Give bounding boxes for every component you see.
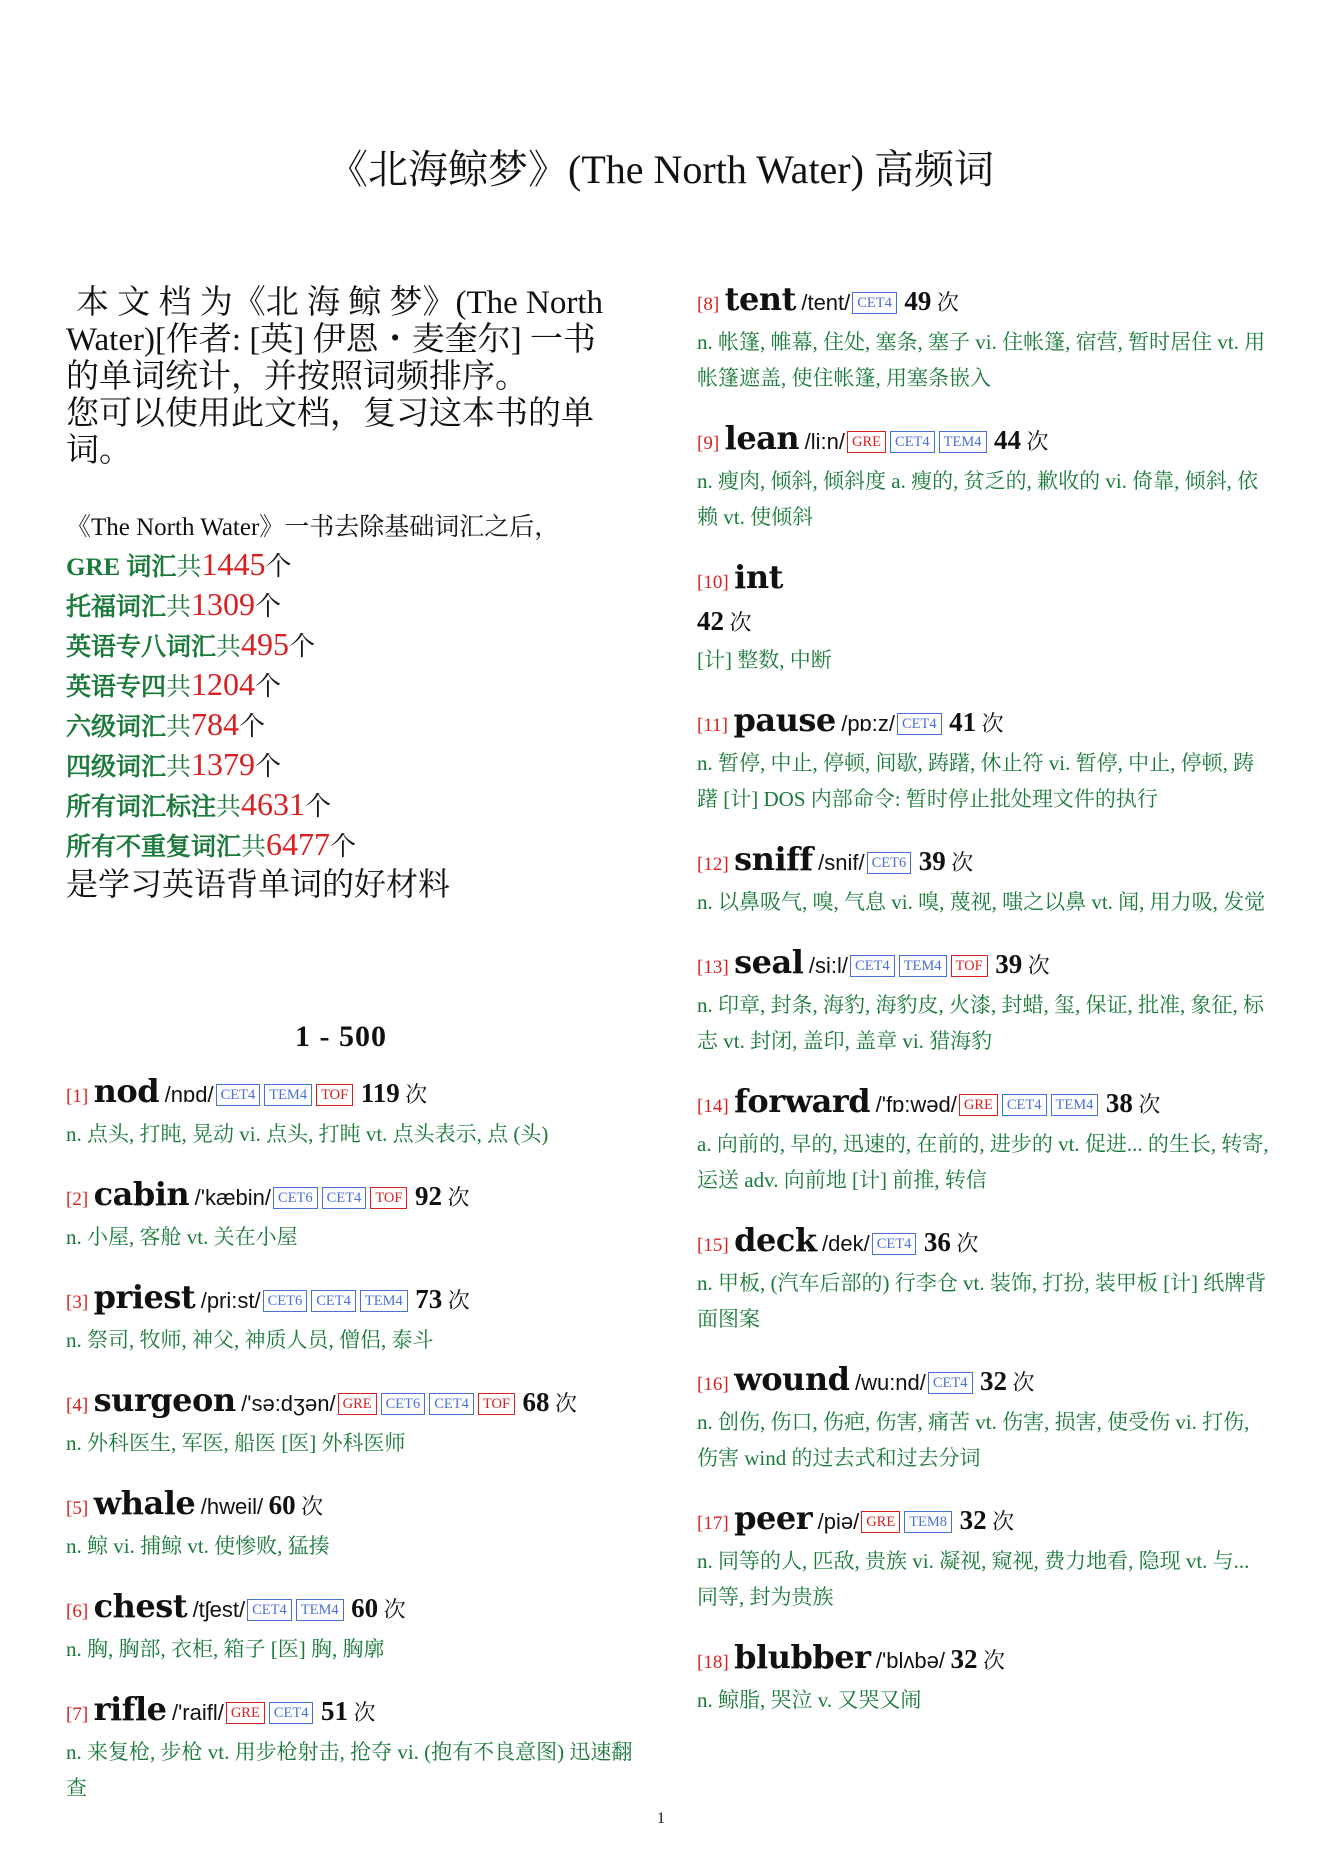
frequency-count: 39 (995, 949, 1023, 979)
entry-word: int (734, 558, 783, 596)
stat-row (66, 826, 636, 866)
frequency-count: 32 (959, 1505, 987, 1535)
entry-phonetic: /li:n/ (804, 429, 846, 454)
word-entry (66, 1175, 636, 1255)
stat-gong: 共 (166, 594, 192, 621)
exam-tag: CET4 (850, 955, 895, 977)
stat-label: GRE 词汇 (66, 554, 177, 581)
page-number: 1 (657, 1810, 665, 1827)
stat-unit: 个 (265, 552, 292, 581)
stat-unit: 个 (255, 752, 282, 781)
entry-rank: [9] (697, 433, 720, 454)
stat-gong: 共 (216, 794, 242, 821)
exam-tag: GRE (338, 1393, 377, 1415)
frequency-count: 32 (980, 1366, 1008, 1396)
exam-tag: GRE (847, 431, 886, 453)
stat-label: 四级词汇 (66, 754, 167, 781)
stat-label: 英语专四 (66, 674, 167, 701)
exam-tag: CET4 (322, 1187, 367, 1209)
entry-phonetic: /'raifl/ (171, 1700, 224, 1725)
entry-head (697, 558, 1272, 602)
word-entry (697, 1082, 1272, 1198)
stat-unit: 个 (289, 632, 316, 661)
frequency-unit: 次 (1138, 1092, 1161, 1117)
entry-word: deck (734, 1221, 817, 1259)
entry-word: forward (734, 1082, 871, 1120)
entry-frequency (950, 1644, 1005, 1674)
entry-phonetic: /'fɒ:wəd/ (875, 1092, 957, 1117)
stat-unit: 个 (305, 792, 332, 821)
stats-intro: 《The North Water》一书去除基础词汇之后， (66, 514, 560, 541)
word-entry (697, 558, 1272, 678)
entry-rank: [6] (66, 1601, 89, 1622)
frequency-count: 36 (923, 1227, 951, 1257)
entry-head (697, 1499, 1272, 1543)
entry-word: priest (93, 1278, 196, 1316)
entry-word: seal (734, 943, 804, 981)
stat-count: 1379 (191, 746, 256, 782)
stat-row (66, 586, 636, 626)
stat-count: 495 (241, 626, 290, 662)
word-entry (697, 1360, 1272, 1476)
entry-rank: [15] (697, 1235, 729, 1256)
stat-row (66, 746, 636, 786)
word-entry (66, 1587, 636, 1667)
entry-head (66, 1072, 636, 1116)
stat-unit: 个 (239, 712, 266, 741)
frequency-count: 60 (268, 1490, 296, 1520)
entry-frequency (1105, 1088, 1161, 1118)
stat-label: 所有词汇标注 (66, 794, 217, 821)
entry-rank: [8] (697, 294, 720, 315)
entry-rank: [3] (66, 1292, 89, 1313)
stats-closing: 是学习英语背单词的好材料 (66, 866, 451, 902)
stat-count: 4631 (241, 786, 306, 822)
frequency-count: 39 (918, 846, 946, 876)
entry-definition: n. 创伤, 伤口, 伤疤, 伤害, 痛苦 vt. 伤害, 损害, 使受伤 vi. 打伤, 伤害 wind 的过去式和过去分词 (697, 1410, 1250, 1470)
exam-tag: CET4 (247, 1599, 292, 1621)
frequency-count: 38 (1105, 1088, 1133, 1118)
entry-frequency (268, 1490, 324, 1520)
exam-tag: TEM4 (296, 1599, 344, 1621)
entry-head (66, 1278, 636, 1322)
exam-tag: TOF (951, 955, 988, 977)
frequency-unit: 次 (405, 1082, 428, 1107)
entry-head (697, 1221, 1272, 1265)
entry-frequency (995, 949, 1050, 979)
frequency-count: 60 (351, 1593, 379, 1623)
entry-head (697, 943, 1272, 987)
entry-definition: n. 帐篷, 帷幕, 住处, 塞条, 塞子 vi. 住帐篷, 宿营, 暂时居住 vt. 用帐篷遮盖, 使住帐篷, 用塞条嵌入 (697, 330, 1266, 390)
word-entry (697, 419, 1272, 535)
stat-row (66, 666, 636, 706)
exam-tag: CET4 (890, 431, 935, 453)
stat-label: 六级词汇 (66, 714, 167, 741)
frequency-unit: 次 (936, 290, 959, 315)
entry-phonetic: /piə/ (817, 1509, 860, 1534)
word-entry (697, 1221, 1272, 1337)
entry-word: tent (724, 280, 796, 318)
entry-definition: n. 印章, 封条, 海豹, 海豹皮, 火漆, 封蜡, 玺, 保证, 批准, 象征, 标志 vt. 封闭, 盖印, 盖章 vi. 猎海豹 (697, 993, 1264, 1053)
entry-rank: [2] (66, 1189, 89, 1210)
exam-tag: CET4 (897, 713, 942, 735)
entry-head (697, 840, 1272, 884)
word-entry (697, 1499, 1272, 1615)
entry-head (697, 1360, 1272, 1404)
intro-line: 您可以使用此文档，复习这本书的单 (66, 396, 594, 432)
entry-head (66, 1484, 636, 1528)
frequency-count: 32 (950, 1644, 978, 1674)
range-heading: 1 - 500 (295, 1020, 387, 1053)
word-list-right (697, 280, 1272, 1741)
entry-phonetic: /'sə:dʒən/ (241, 1391, 336, 1416)
entry-frequency (415, 1284, 470, 1314)
entry-frequency (918, 846, 974, 876)
entry-definition: n. 外科医生, 军医, 船医 [医] 外科医师 (66, 1431, 406, 1455)
entry-word: surgeon (93, 1381, 236, 1419)
entry-head (66, 1381, 636, 1425)
frequency-unit: 次 (981, 711, 1004, 736)
exam-tag: TOF (370, 1187, 407, 1209)
exam-tag: GRE (226, 1702, 265, 1724)
exam-tag: TEM4 (360, 1290, 408, 1312)
stat-row (66, 786, 636, 826)
frequency-count: 73 (415, 1284, 443, 1314)
entry-phonetic: /hweil/ (200, 1494, 264, 1519)
stat-count: 1309 (191, 586, 256, 622)
entry-frequency (697, 606, 752, 636)
entry-word: blubber (734, 1638, 871, 1676)
frequency-unit: 次 (951, 850, 974, 875)
exam-tag: GRE (861, 1511, 900, 1533)
entry-phonetic: /pri:st/ (200, 1288, 261, 1313)
entry-rank: [7] (66, 1704, 89, 1725)
entry-definition: a. 向前的, 早的, 迅速的, 在前的, 进步的 vt. 促进... 的生长, 转寄, 运送 adv. 向前地 [计] 前推, 转信 (697, 1132, 1269, 1192)
intro-paragraph (66, 285, 636, 470)
entry-definition: n. 暂停, 中止, 停顿, 间歇, 踌躇, 休止符 vi. 暂停, 中止, 停顿, 踌躇 [计] DOS 内部命令: 暂时停止批处理文件的执行 (697, 751, 1255, 811)
frequency-unit: 次 (301, 1494, 324, 1519)
exam-tag: CET6 (381, 1393, 426, 1415)
exam-tag: TOF (478, 1393, 515, 1415)
frequency-unit: 次 (1012, 1370, 1035, 1395)
entry-word: sniff (734, 840, 813, 878)
stat-gong: 共 (166, 754, 192, 781)
stat-gong: 共 (166, 714, 192, 741)
stat-gong: 共 (216, 634, 242, 661)
entry-head (697, 419, 1272, 463)
entry-rank: [1] (66, 1086, 89, 1107)
entry-definition: n. 点头, 打盹, 晃动 vi. 点头, 打盹 vt. 点头表示, 点 (头) (66, 1122, 549, 1146)
entry-frequency (980, 1366, 1035, 1396)
word-entry (697, 943, 1272, 1059)
stat-count: 1204 (191, 666, 256, 702)
entry-definition: n. 祭司, 牧师, 神父, 神质人员, 僧侣, 泰斗 (66, 1328, 434, 1352)
intro-line: 本 文 档 为《北 海 鲸 梦》(The North (76, 285, 604, 321)
frequency-count: 119 (360, 1078, 400, 1108)
exam-tag: CET4 (1002, 1094, 1047, 1116)
frequency-unit: 次 (555, 1391, 578, 1416)
frequency-unit: 次 (383, 1597, 406, 1622)
frequency-unit: 次 (447, 1185, 470, 1210)
entry-rank: [4] (66, 1395, 89, 1416)
entry-definition: n. 胸, 胸部, 衣柜, 箱子 [医] 胸, 胸廓 (66, 1637, 385, 1661)
frequency-unit: 次 (353, 1700, 376, 1725)
stat-gong: 共 (241, 834, 267, 861)
word-entry (66, 1072, 636, 1152)
exam-tag: GRE (959, 1094, 998, 1116)
entry-phonetic: /dek/ (822, 1231, 870, 1256)
intro-line: 词。 (66, 433, 132, 469)
word-entry (66, 1278, 636, 1358)
entry-definition: n. 甲板, (汽车后部的) 行李仓 vt. 装饰, 打扮, 装甲板 [计] 纸牌背面图案 (697, 1271, 1267, 1331)
entry-word: lean (724, 419, 800, 457)
stat-row (66, 546, 636, 586)
frequency-unit: 次 (982, 1648, 1005, 1673)
entry-head (697, 1638, 1272, 1682)
word-entry (66, 1381, 636, 1461)
stat-label: 所有不重复词汇 (66, 834, 242, 861)
entry-phonetic: /'kæbin/ (194, 1185, 272, 1210)
entry-frequency (414, 1181, 470, 1211)
entry-frequency (320, 1696, 376, 1726)
entry-frequency (360, 1078, 428, 1108)
entry-frequency (959, 1505, 1015, 1535)
entry-word: peer (734, 1499, 813, 1537)
frequency-count: 92 (414, 1181, 442, 1211)
entry-phonetic: /tʃest/ (192, 1597, 246, 1622)
entry-phonetic: /si:l/ (808, 953, 849, 978)
stat-count: 1445 (201, 546, 266, 582)
exam-tag: TEM4 (264, 1084, 312, 1106)
entry-rank: [17] (697, 1513, 729, 1534)
entry-head (66, 1175, 636, 1219)
entry-frequency (351, 1593, 406, 1623)
entry-definition: n. 同等的人, 匹敌, 贵族 vi. 凝视, 窥视, 费力地看, 隐现 vt. 与... 同等, 封为贵族 (697, 1549, 1250, 1609)
frequency-unit: 次 (992, 1509, 1015, 1534)
exam-tag: CET4 (311, 1290, 356, 1312)
entry-rank: [13] (697, 957, 729, 978)
entry-phonetic: /nɒd/ (164, 1082, 214, 1107)
exam-tag: CET4 (429, 1393, 474, 1415)
stat-unit: 个 (255, 672, 282, 701)
stat-label: 英语专八词汇 (66, 634, 217, 661)
exam-tag: TEM4 (939, 431, 987, 453)
exam-tag: CET6 (263, 1290, 308, 1312)
frequency-count: 49 (904, 286, 932, 316)
frequency-unit: 次 (1026, 429, 1049, 454)
stat-count: 6477 (266, 826, 331, 862)
frequency-count: 44 (994, 425, 1022, 455)
entry-head (697, 1082, 1272, 1126)
frequency-count: 68 (522, 1387, 550, 1417)
word-entry (697, 280, 1272, 396)
page-title: 《北海鲸梦》(The North Water) 高频词 (328, 147, 994, 192)
entry-frequency (949, 707, 1004, 737)
entry-phonetic: /wu:nd/ (854, 1370, 926, 1395)
entry-rank: [16] (697, 1374, 729, 1395)
entry-frequency (923, 1227, 979, 1257)
entry-frequency-line (697, 602, 1272, 642)
entry-word: chest (93, 1587, 188, 1625)
stat-row (66, 706, 636, 746)
vocabulary-stats (66, 510, 636, 902)
entry-rank: [11] (697, 715, 728, 736)
intro-line: 的单词统计，并按照词频排序。 (66, 359, 528, 395)
left-column (66, 285, 636, 1829)
entry-head (697, 701, 1272, 745)
entry-word: rifle (93, 1690, 167, 1728)
word-entry (66, 1484, 636, 1564)
entry-head (66, 1690, 636, 1734)
exam-tag: CET4 (269, 1702, 314, 1724)
frequency-count: 42 (697, 606, 724, 636)
exam-tag: TEM4 (899, 955, 947, 977)
entry-rank: [14] (697, 1096, 729, 1117)
stat-row (66, 626, 636, 666)
exam-tag: CET4 (872, 1233, 917, 1255)
entry-word: wound (734, 1360, 850, 1398)
entry-phonetic: /tent/ (801, 290, 851, 315)
stat-count: 784 (191, 706, 240, 742)
exam-tag: CET4 (928, 1372, 973, 1394)
word-entry (697, 840, 1272, 920)
entry-head (66, 1587, 636, 1631)
word-entry (697, 1638, 1272, 1718)
word-entry (66, 1690, 636, 1806)
entry-word: pause (733, 701, 836, 739)
entry-definition: n. 来复枪, 步枪 vt. 用步枪射击, 抢夺 vi. (抱有不良意图) 迅速翻查 (66, 1740, 633, 1800)
exam-tag: CET4 (216, 1084, 261, 1106)
stat-unit: 个 (330, 832, 357, 861)
frequency-count: 41 (949, 707, 977, 737)
entry-definition: n. 鲸 vi. 捕鲸 vt. 使惨败, 猛揍 (66, 1534, 330, 1558)
entry-frequency (994, 425, 1049, 455)
entry-word: nod (93, 1072, 160, 1110)
entry-definition: n. 鲸脂, 哭泣 v. 又哭又闹 (697, 1688, 922, 1712)
frequency-unit: 次 (1027, 953, 1050, 978)
frequency-unit: 次 (729, 610, 752, 635)
exam-tag: TEM8 (904, 1511, 952, 1533)
entry-phonetic: /snif/ (818, 850, 865, 875)
exam-tag: CET4 (852, 292, 897, 314)
stat-label: 托福词汇 (66, 594, 167, 621)
entry-phonetic: /pɒ:z/ (841, 711, 896, 736)
entry-rank: [5] (66, 1498, 89, 1519)
entry-word: whale (93, 1484, 196, 1522)
exam-tag: TEM4 (1051, 1094, 1099, 1116)
stat-gong: 共 (176, 554, 202, 581)
frequency-unit: 次 (447, 1288, 470, 1313)
entry-phonetic: /'blʌbə/ (875, 1648, 945, 1673)
entry-word: cabin (93, 1175, 190, 1213)
entry-frequency (904, 286, 959, 316)
stat-unit: 个 (255, 592, 282, 621)
word-entry (697, 701, 1272, 817)
entry-definition: n. 以鼻吸气, 嗅, 气息 vi. 嗅, 蔑视, 嗤之以鼻 vt. 闻, 用力吸, 发觉 (697, 890, 1266, 914)
frequency-unit: 次 (956, 1231, 979, 1256)
frequency-count: 51 (320, 1696, 348, 1726)
exam-tag: TOF (316, 1084, 353, 1106)
entry-rank: [10] (697, 572, 729, 593)
stat-gong: 共 (166, 674, 192, 701)
entry-definition: [计] 整数, 中断 (697, 648, 832, 672)
exam-tag: CET6 (273, 1187, 318, 1209)
entry-head (697, 280, 1272, 324)
entry-definition: n. 瘦肉, 倾斜, 倾斜度 a. 瘦的, 贫乏的, 歉收的 vi. 倚靠, 倾斜, 依赖 vt. 使倾斜 (697, 469, 1259, 529)
entry-rank: [18] (697, 1652, 729, 1673)
entry-definition: n. 小屋, 客舱 vt. 关在小屋 (66, 1225, 298, 1249)
intro-line: Water)[作者: [英] 伊恩・麦奎尔] 一书 (66, 322, 596, 358)
word-list-left (66, 1072, 636, 1806)
entry-frequency (522, 1387, 578, 1417)
exam-tag: CET6 (867, 852, 912, 874)
entry-rank: [12] (697, 854, 729, 875)
